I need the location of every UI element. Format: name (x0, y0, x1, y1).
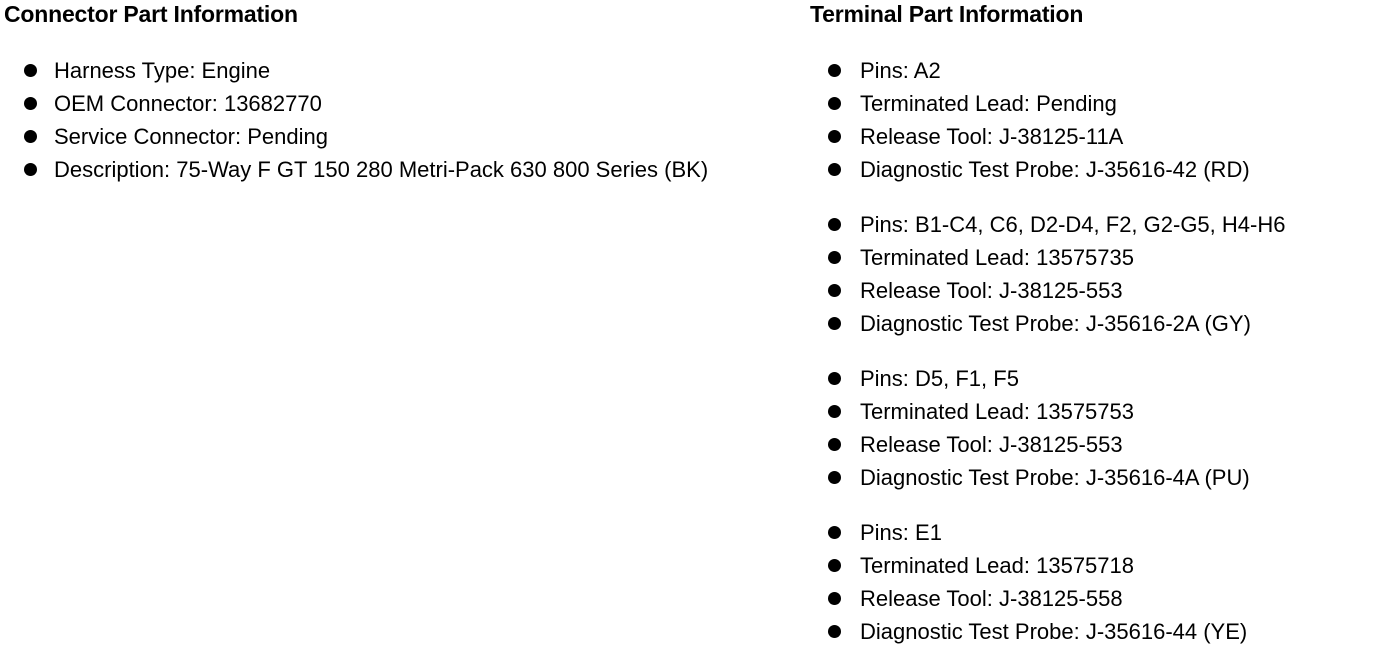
list-item (4, 120, 804, 153)
list-item-text: Service Connector: Pending (54, 124, 328, 149)
list-item (810, 582, 1370, 615)
connector-part-heading: Connector Part Information (4, 1, 298, 27)
terminal-group-1 (810, 54, 1370, 186)
bullet-icon (828, 97, 841, 110)
list-item-text: Release Tool: J-38125-553 (860, 432, 1123, 457)
bullet-icon (828, 163, 841, 176)
list-item (4, 54, 804, 87)
list-item (810, 120, 1370, 153)
terminal-part-heading: Terminal Part Information (810, 1, 1084, 27)
list-item-text: Terminated Lead: 13575735 (860, 245, 1134, 270)
list-item (810, 549, 1370, 582)
list-item-text: Terminated Lead: 13575718 (860, 553, 1134, 578)
bullet-icon (828, 625, 841, 638)
list-item (810, 274, 1370, 307)
list-item-text: Pins: A2 (860, 58, 941, 83)
connector-part-list (4, 54, 804, 186)
list-item-text: Terminated Lead: 13575753 (860, 399, 1134, 424)
list-item-text: Pins: E1 (860, 520, 942, 545)
bullet-icon (828, 317, 841, 330)
list-item (810, 395, 1370, 428)
list-item (4, 153, 804, 186)
list-item-text: Description: 75-Way F GT 150 280 Metri-Pack 630 800 Series (BK) (54, 157, 709, 182)
bullet-icon (828, 559, 841, 572)
bullet-icon (828, 218, 841, 231)
list-item-text: Release Tool: J-38125-553 (860, 278, 1123, 303)
bullet-icon (828, 251, 841, 264)
bullet-icon (828, 471, 841, 484)
bullet-icon (24, 163, 37, 176)
list-item (810, 362, 1370, 395)
bullet-icon (828, 64, 841, 77)
bullet-icon (24, 130, 37, 143)
list-item (810, 428, 1370, 461)
list-item (810, 241, 1370, 274)
terminal-group-2 (810, 208, 1370, 340)
list-item-text: OEM Connector: 13682770 (54, 91, 322, 116)
list-item (810, 153, 1370, 186)
bullet-icon (828, 526, 841, 539)
list-item-text: Harness Type: Engine (54, 58, 271, 83)
list-item-text: Terminated Lead: Pending (860, 91, 1117, 116)
list-item-text: Release Tool: J-38125-11A (860, 124, 1124, 149)
list-item-text: Diagnostic Test Probe: J-35616-4A (PU) (860, 465, 1250, 490)
bullet-icon (828, 405, 841, 418)
bullet-icon (828, 372, 841, 385)
bullet-icon (828, 592, 841, 605)
list-item-text: Pins: D5, F1, F5 (860, 366, 1019, 391)
list-item (810, 307, 1370, 340)
list-item-text: Diagnostic Test Probe: J-35616-44 (YE) (860, 619, 1248, 644)
list-item (810, 615, 1370, 648)
list-item (810, 54, 1370, 87)
list-item (810, 208, 1370, 241)
terminal-group-3 (810, 362, 1370, 494)
list-item-text: Diagnostic Test Probe: J-35616-42 (RD) (860, 157, 1250, 182)
list-item-text: Release Tool: J-38125-558 (860, 586, 1123, 611)
connector-part-section (4, 0, 804, 186)
bullet-icon (24, 97, 37, 110)
bullet-icon (828, 130, 841, 143)
bullet-icon (24, 64, 37, 77)
list-item (810, 461, 1370, 494)
list-item (810, 87, 1370, 120)
bullet-icon (828, 284, 841, 297)
list-item-text: Diagnostic Test Probe: J-35616-2A (GY) (860, 311, 1251, 336)
bullet-icon (828, 438, 841, 451)
list-item-text: Pins: B1-C4, C6, D2-D4, F2, G2-G5, H4-H6 (860, 212, 1286, 237)
terminal-part-section (810, 0, 1370, 648)
terminal-group-4 (810, 516, 1370, 648)
list-item (4, 87, 804, 120)
list-item (810, 516, 1370, 549)
